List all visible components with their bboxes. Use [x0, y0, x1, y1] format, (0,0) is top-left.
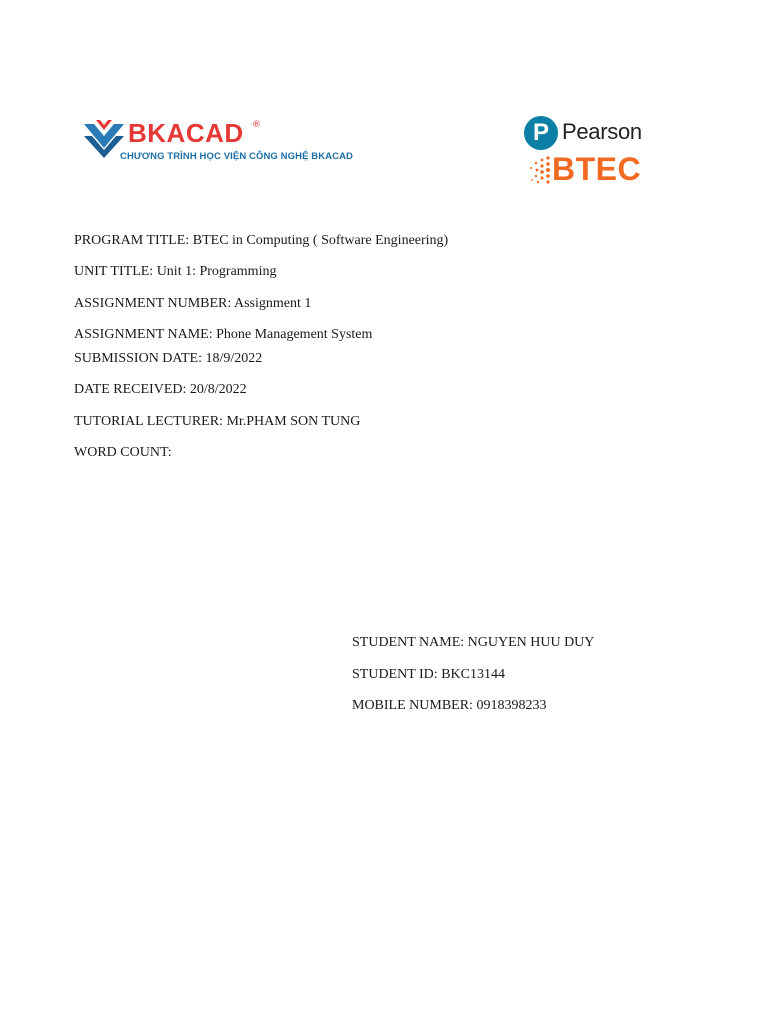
- pearson-p-letter: P: [532, 119, 549, 146]
- student-id-value: BKC13144: [441, 667, 505, 682]
- tutorial-lecturer-value: Mr.PHAM SON TUNG: [226, 414, 361, 429]
- mobile-number-label: MOBILE NUMBER:: [352, 698, 477, 713]
- assignment-number-value: Assignment 1: [234, 296, 312, 311]
- student-name-label: STUDENT NAME:: [352, 635, 468, 650]
- word-count-label: WORD COUNT:: [74, 445, 172, 460]
- submission-date-line: [74, 350, 262, 368]
- assignment-name-value: Phone Management System: [216, 327, 373, 342]
- date-received-value: 20/8/2022: [189, 382, 247, 397]
- student-name-value: NGUYEN HUU DUY: [467, 635, 595, 650]
- unit-title-line: [74, 263, 276, 281]
- mobile-number-value: 0918398233: [476, 698, 547, 713]
- unit-title-label: UNIT TITLE:: [74, 264, 157, 279]
- registered-mark: ®: [252, 120, 261, 130]
- pearson-wordmark: Pearson: [562, 119, 642, 144]
- program-title-label: PROGRAM TITLE:: [74, 233, 193, 248]
- program-title-line: [74, 232, 448, 250]
- unit-title-value: Unit 1: Programming: [156, 264, 277, 279]
- assignment-number-line: [74, 295, 311, 313]
- word-count-line: [74, 444, 172, 462]
- bkacad-wordmark: BKACAD: [128, 118, 244, 148]
- pearson-btec-logo: [522, 114, 662, 188]
- btec-wordmark: BTEC: [552, 151, 642, 187]
- submission-date-label: SUBMISSION DATE:: [74, 351, 206, 366]
- program-title-value: BTEC in Computing ( Software Engineering): [192, 233, 449, 248]
- assignment-name-label: ASSIGNMENT NAME:: [74, 327, 217, 342]
- student-id-line: [352, 666, 505, 684]
- date-received-label: DATE RECEIVED:: [74, 382, 190, 397]
- date-received-line: [74, 381, 247, 399]
- bkacad-logo: [80, 116, 380, 168]
- btec-dots-icon: [528, 154, 552, 186]
- assignment-name-line: [74, 326, 372, 344]
- tutorial-lecturer-line: [74, 413, 360, 431]
- pearson-p-icon: [524, 116, 558, 150]
- tutorial-lecturer-label: TUTORIAL LECTURER:: [74, 414, 227, 429]
- student-name-line: [352, 634, 594, 652]
- assignment-number-label: ASSIGNMENT NUMBER:: [74, 296, 234, 311]
- submission-date-value: 18/9/2022: [205, 351, 263, 366]
- student-id-label: STUDENT ID:: [352, 667, 442, 682]
- mobile-number-line: [352, 697, 546, 715]
- bkacad-tagline: CHƯƠNG TRÌNH HỌC VIỆN CÔNG NGHỆ BKACAD: [120, 151, 354, 162]
